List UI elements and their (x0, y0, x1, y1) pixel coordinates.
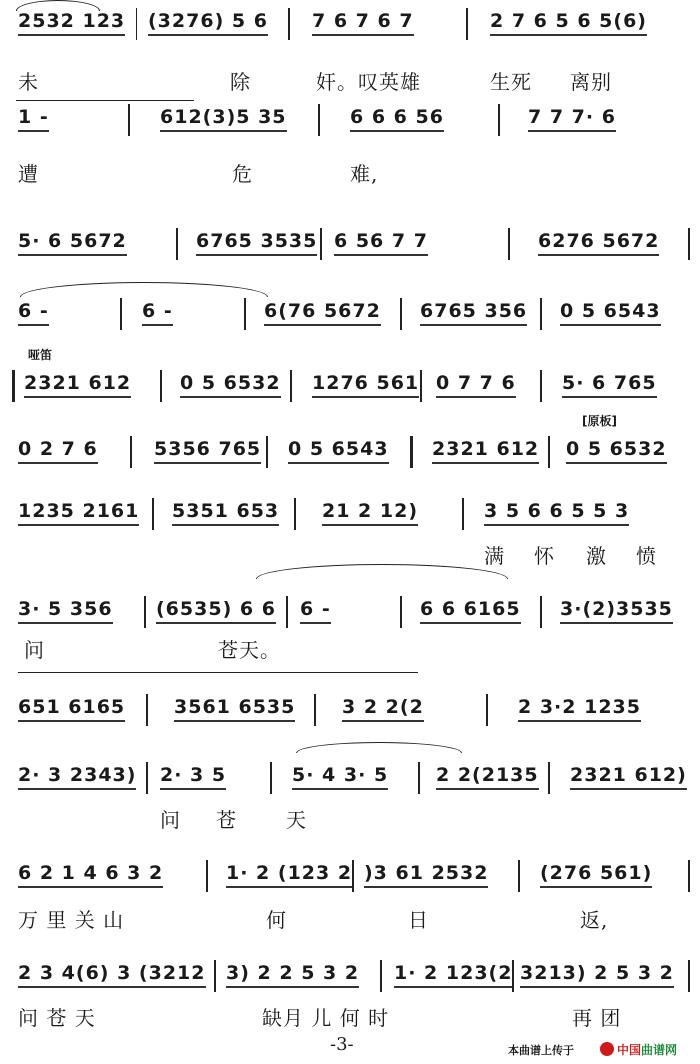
measure: 1 - (18, 106, 49, 130)
bar-line (290, 370, 292, 402)
measure: 1276 561 (312, 372, 419, 396)
measure: 1· 2 (123 2 (226, 862, 352, 886)
lyrics-line-1 (0, 66, 700, 94)
lyrics-line-12 (0, 1002, 700, 1030)
measure: 6 - (300, 598, 331, 622)
lyric: 苍天。 (218, 638, 281, 662)
repeat-start-bar (12, 370, 15, 402)
measure: (276 561) (540, 862, 652, 886)
score-line-9 (0, 690, 700, 720)
score-line-1 (0, 4, 700, 34)
tie-mark (296, 742, 462, 753)
annotation-yuanban: [原板] (582, 414, 617, 428)
bar-line (420, 370, 422, 402)
lyric: 危 (232, 162, 253, 186)
bar-line (380, 960, 382, 992)
measure: 3213) 2 5 3 2 (520, 962, 674, 986)
measure: 2532 123 (18, 10, 125, 34)
lyric: 天 (286, 808, 307, 832)
bar-line (294, 498, 296, 530)
measure: 5351 653 (172, 500, 279, 524)
lyric: 生死 (490, 70, 532, 94)
bar-line (540, 596, 542, 628)
bar-line (400, 596, 402, 628)
lyric: 怀 (534, 544, 555, 568)
lyric: 缺月 儿 何 时 (262, 1006, 390, 1030)
measure: 7 7 7· 6 (528, 106, 616, 130)
lyric: 除 (230, 70, 251, 94)
bar-line (688, 960, 690, 992)
site-name-part: 曲谱网 (641, 1042, 678, 1057)
score-line-8 (0, 592, 700, 622)
bar-line (540, 370, 542, 402)
measure: 3 5 6 6 5 5 3 (484, 500, 629, 524)
bar-line (160, 370, 162, 402)
bar-line (466, 8, 468, 40)
tie-mark (20, 282, 268, 297)
lyric: 离别 (570, 70, 612, 94)
measure: 0 7 7 6 (436, 372, 516, 396)
measure: 1· 2 123(2 (394, 962, 512, 986)
lyric: 遭 (18, 162, 39, 186)
bar-line (136, 8, 137, 40)
bar-line (320, 228, 322, 260)
bar-line (266, 436, 268, 468)
measure: 6(76 5672 (264, 300, 381, 324)
measure: 1235 2161 (18, 500, 139, 524)
measure: 2321 612) (570, 764, 687, 788)
score-line-12 (0, 956, 700, 986)
measure: 651 6165 (18, 696, 125, 720)
measure: 5· 4 3· 5 (292, 764, 388, 788)
measure: (6535) 6 6 (156, 598, 276, 622)
lyrics-line-2 (0, 158, 700, 186)
measure: 2· 3 5 (160, 764, 226, 788)
lyrics-line-8 (0, 634, 700, 662)
bar-line (486, 694, 488, 726)
bar-line (518, 860, 520, 892)
measure: (3276) 5 6 (148, 10, 268, 34)
bar-line (244, 298, 246, 330)
bar-line (314, 694, 316, 726)
score-line-5 (0, 348, 700, 396)
score-line-2 (0, 100, 700, 130)
bar-line (214, 960, 216, 992)
bar-line (152, 498, 154, 530)
tie-line (18, 672, 418, 673)
lyric: 万 里 关 山 (18, 908, 125, 932)
bar-line (318, 104, 320, 136)
lyric: 日 (408, 908, 429, 932)
score-line-4 (0, 294, 700, 324)
lyrics-line-11 (0, 904, 700, 932)
measure: 2 2(2135 (436, 764, 539, 788)
score-line-11 (0, 856, 700, 886)
lyric: 奸。叹英雄 (316, 70, 421, 94)
score-line-7 (0, 494, 700, 524)
logo-icon (600, 1042, 614, 1056)
measure: 0 5 6543 (560, 300, 661, 324)
lyric: 问 苍 天 (18, 1006, 96, 1030)
measure: )3 61 2532 (364, 862, 488, 886)
measure: 6 - (142, 300, 173, 324)
bar-line (120, 298, 122, 330)
lyric: 满 (484, 544, 505, 568)
bar-line (418, 762, 420, 794)
measure: 6 6 6165 (420, 598, 521, 622)
measure: 2· 3 2343) (18, 764, 136, 788)
tie-line (16, 100, 194, 101)
measure: 2 3·2 1235 (518, 696, 641, 720)
measure: 3) 2 2 5 3 2 (226, 962, 359, 986)
bar-line (498, 104, 500, 136)
measure: 2321 612 (24, 372, 131, 396)
bar-line (144, 596, 146, 628)
score-line-6 (0, 414, 700, 462)
lyric: 再 团 (572, 1006, 622, 1030)
measure: 0 5 6532 (566, 438, 667, 462)
score-line-10 (0, 758, 700, 788)
measure: 0 2 7 6 (18, 438, 98, 462)
measure: 6 56 7 7 (334, 230, 428, 254)
lyric: 问 (24, 638, 45, 662)
lyric: 未 (18, 70, 39, 94)
measure: 3·(2)3535 (560, 598, 673, 622)
lyric: 激 (586, 544, 607, 568)
lyric: 何 (266, 908, 287, 932)
bar-line (400, 298, 402, 330)
bar-line (508, 228, 510, 260)
measure: 6 2 1 4 6 3 2 (18, 862, 163, 886)
site-name-part: 中国 (617, 1042, 642, 1057)
measure: 6765 356 (420, 300, 527, 324)
measure: 5· 6 5672 (18, 230, 127, 254)
measure: 6 - (18, 300, 49, 324)
site-logo[interactable] (600, 1040, 694, 1058)
annotation-mute-flute: 哑笛 (28, 348, 53, 362)
bar-line (688, 228, 690, 260)
measure: 21 2 12) (322, 500, 418, 524)
lyric: 愤 (636, 544, 657, 568)
lyric: 难, (350, 162, 379, 186)
bar-line (130, 436, 132, 468)
measure: 6276 5672 (538, 230, 659, 254)
bar-line (688, 860, 690, 892)
measure: 0 5 6532 (180, 372, 281, 396)
bar-line (548, 436, 550, 468)
measure: 6765 3535 (196, 230, 317, 254)
bar-line (270, 762, 272, 794)
bar-line (548, 762, 550, 794)
measure: 3561 6535 (174, 696, 295, 720)
lyric: 返, (580, 908, 609, 932)
measure: 2321 612 (432, 438, 539, 462)
measure: 3 2 2(2 (342, 696, 424, 720)
lyric: 问 (160, 808, 181, 832)
bar-line (288, 8, 290, 40)
repeat-end-bar (410, 436, 413, 468)
bar-line (352, 860, 354, 892)
measure: 5356 765 (154, 438, 261, 462)
bar-line (462, 498, 464, 530)
bar-line (146, 762, 148, 794)
measure: 7 6 7 6 7 (312, 10, 414, 34)
measure: 612(3)5 35 (160, 106, 287, 130)
measure: 0 5 6543 (288, 438, 389, 462)
upload-note: 本曲谱上传于 (508, 1044, 574, 1057)
bar-line (512, 960, 514, 992)
bar-line (206, 860, 208, 892)
score-line-3 (0, 224, 700, 254)
bar-line (176, 228, 178, 260)
measure: 2 3 4(6) 3 (3212 (18, 962, 206, 986)
measure: 3· 5 356 (18, 598, 113, 622)
lyric: 苍 (216, 808, 237, 832)
bar-line (540, 298, 542, 330)
lyrics-line-10 (0, 804, 700, 832)
page-number: -3- (330, 1034, 354, 1055)
measure: 6 6 6 56 (350, 106, 444, 130)
bar-line (286, 596, 288, 628)
measure: 2 7 6 5 6 5(6) (490, 10, 647, 34)
bar-line (146, 694, 148, 726)
bar-line (128, 104, 130, 136)
measure: 5· 6 765 (562, 372, 657, 396)
